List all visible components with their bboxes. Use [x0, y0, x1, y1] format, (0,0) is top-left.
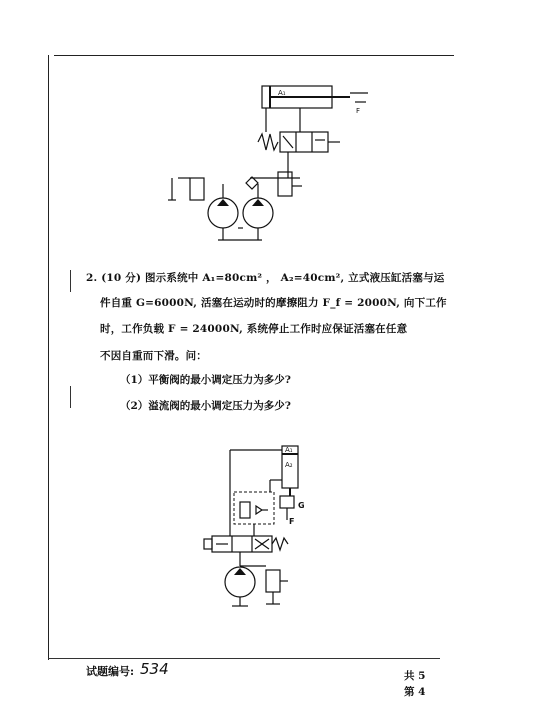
label-f: F	[289, 517, 295, 526]
label-a1: A₁	[285, 446, 293, 454]
question-line: 不因自重而下滑。问：	[100, 350, 207, 362]
sub-question: （2）溢流阀的最小调定压力为多少?	[120, 400, 291, 412]
question-line: 件自重 G=6000N, 活塞在运动时的摩擦阻力 F_f = 2000N, 向下工作	[100, 297, 447, 309]
label-a1: A₁	[278, 89, 286, 97]
balance-valve	[240, 502, 250, 518]
question-line: 时，工作负载 F = 24000N, 系统停止工作时应保证活塞在任意	[100, 323, 408, 335]
exam-code-label: 试题编号:	[86, 665, 135, 678]
solenoid-left	[204, 539, 212, 549]
pump-arrow	[234, 568, 246, 575]
total-pages: 共 5	[404, 670, 426, 682]
label-f: F	[356, 107, 361, 115]
load-mass	[280, 496, 294, 508]
current-page: 第 4	[404, 686, 426, 698]
relief-valve	[266, 570, 280, 592]
exam-code-number: 534	[140, 660, 169, 678]
label-a2: A₂	[285, 461, 293, 469]
label-g: G	[298, 501, 305, 510]
question-line: 2. (10 分) 图示系统中 A₁=80cm² ， A₂=40cm², 立式液压缸活塞与运	[86, 272, 445, 284]
sub-question: （1）平衡阀的最小调定压力为多少?	[120, 374, 291, 386]
check-valve-icon	[256, 506, 262, 514]
spring-icon	[272, 538, 288, 550]
